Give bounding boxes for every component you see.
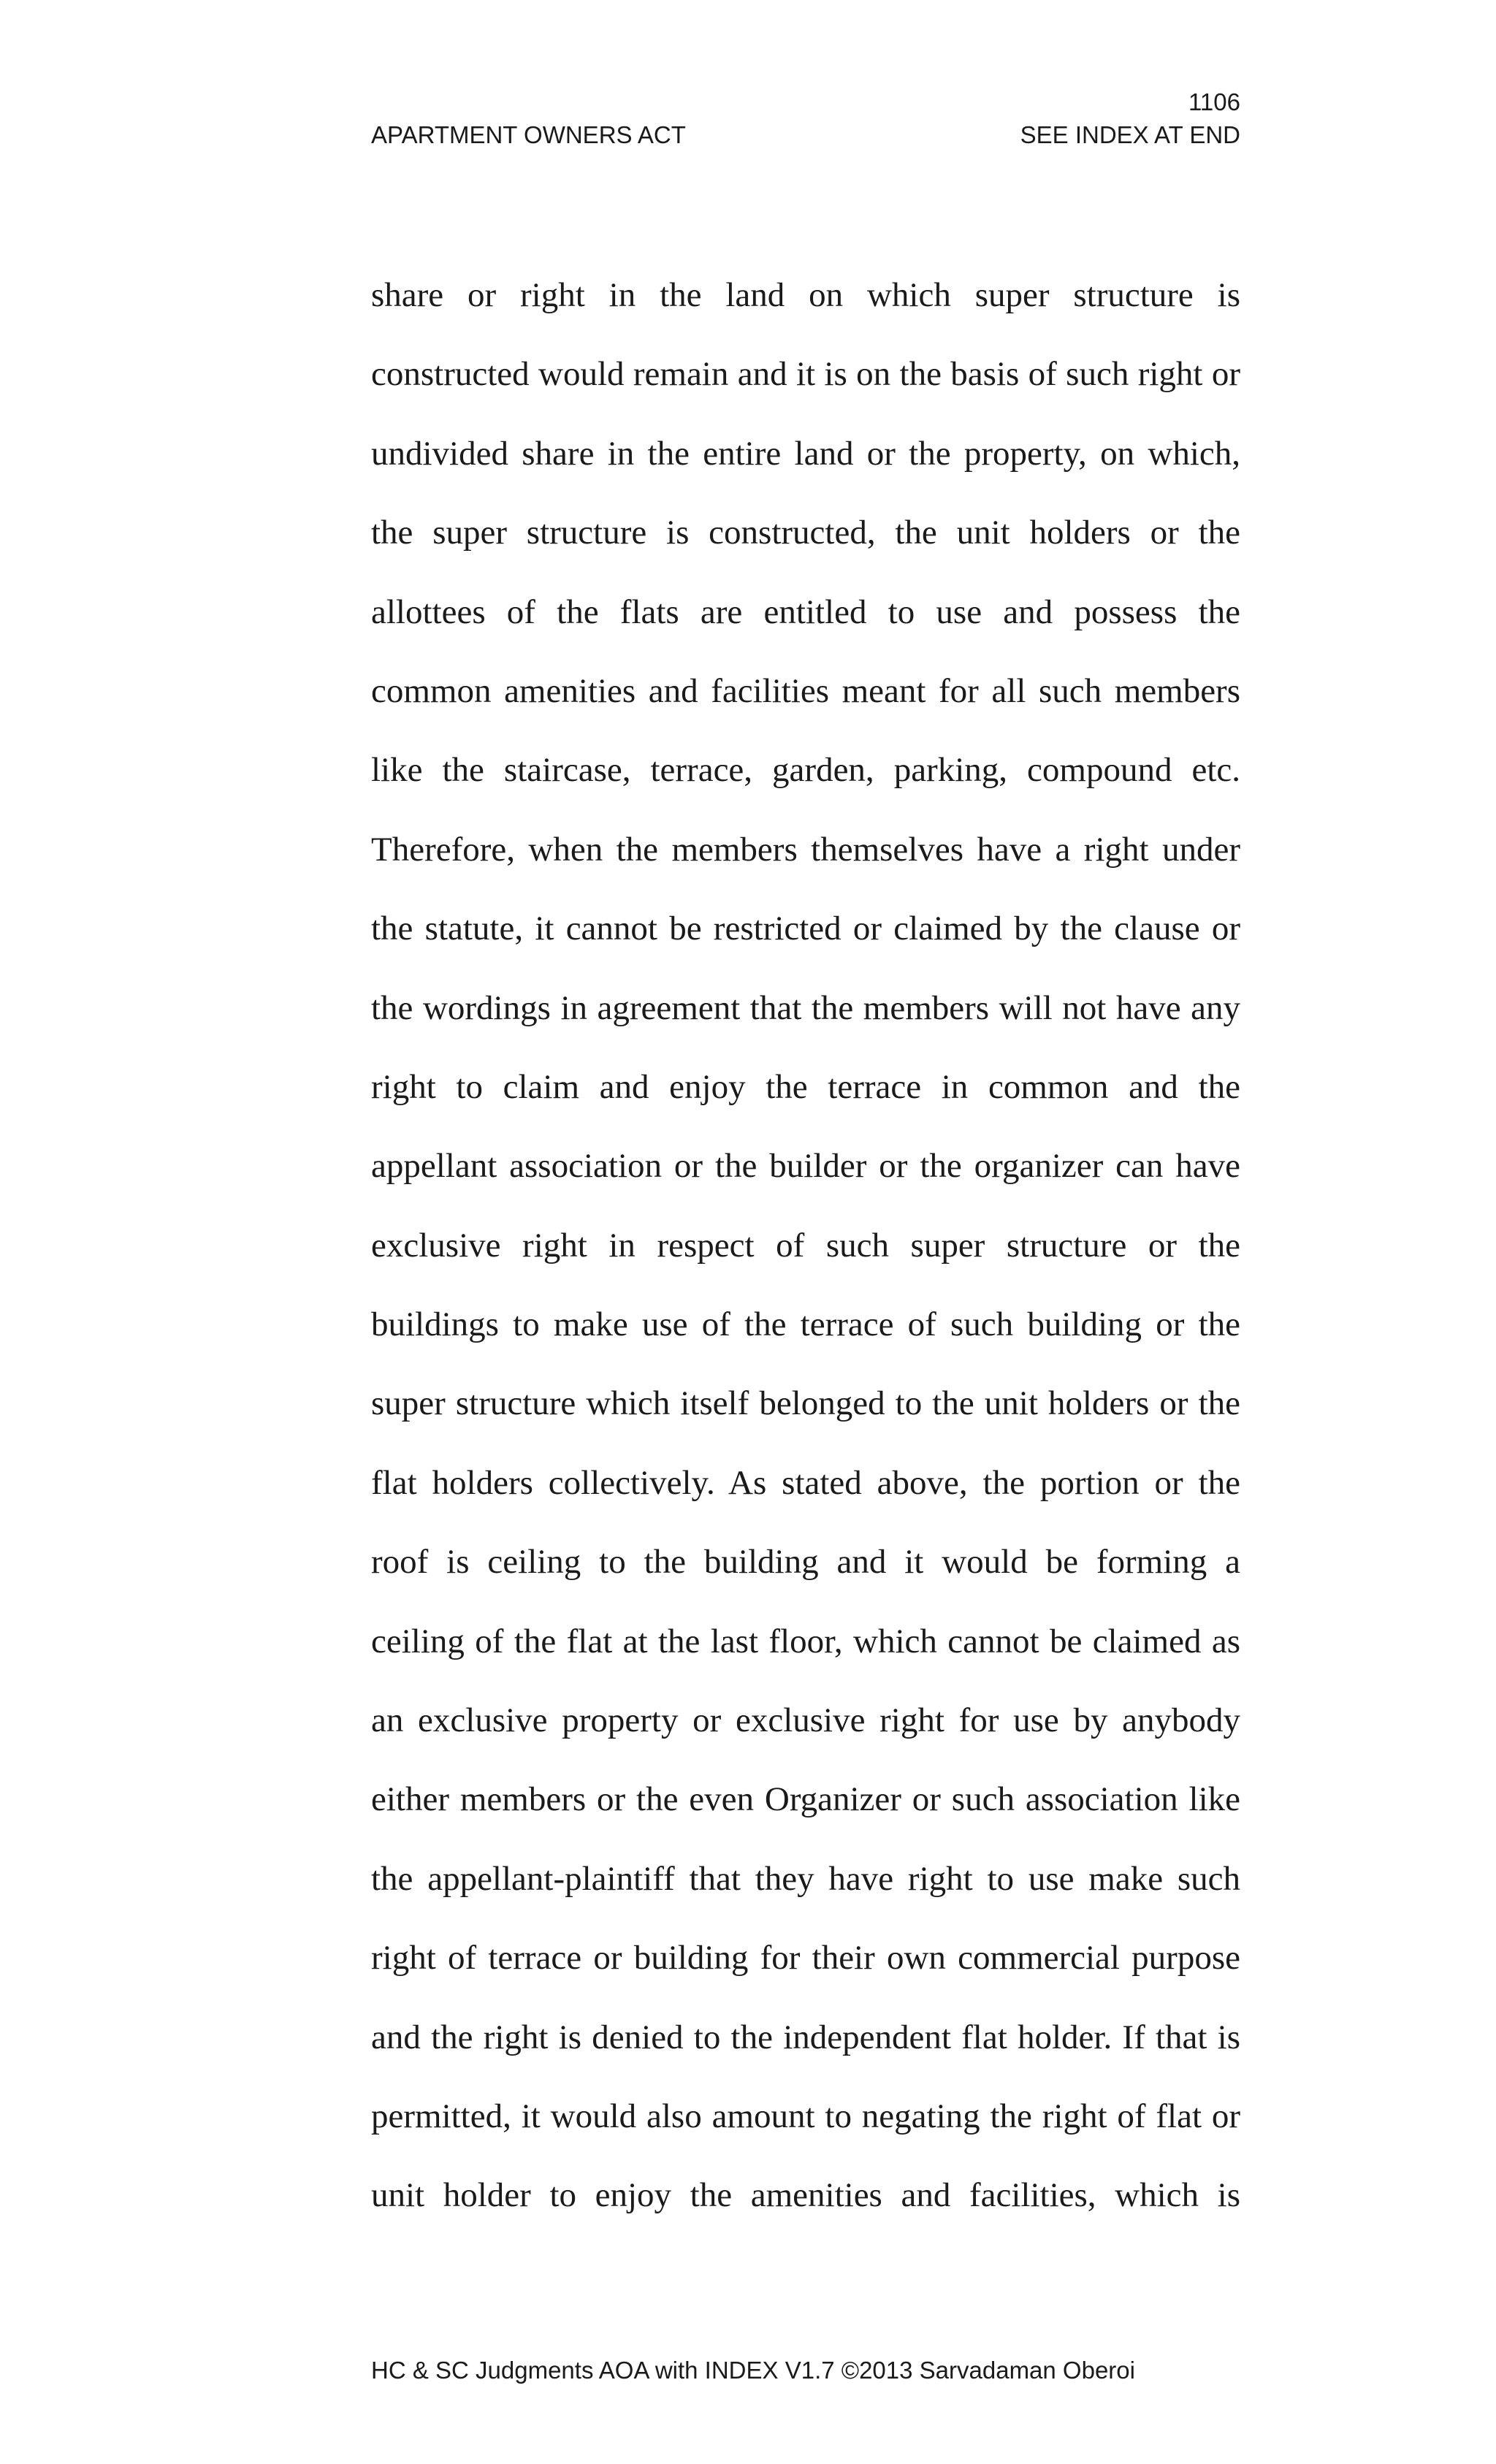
text-line: undivided share in the entire land or the property, on which,	[371, 434, 1240, 473]
text-line: constructed would remain and it is on the basis of such right or	[371, 355, 1240, 394]
text-line: and the right is denied to the independent flat holder. If that is	[371, 2018, 1240, 2056]
page-number: 1106	[1188, 88, 1240, 115]
text-line: buildings to make use of the terrace of such building or the	[371, 1305, 1240, 1344]
text-line: like the staircase, terrace, garden, parking, compound etc.	[371, 751, 1240, 790]
text-line: permitted, it would also amount to negating the right of flat or	[371, 2097, 1240, 2135]
text-line: the appellant-plaintiff that they have right to use make such	[371, 1859, 1240, 1898]
page-footer: HC & SC Judgments AOA with INDEX V1.7 ©2013 Sarvadaman Oberoi	[371, 2357, 1135, 2384]
text-line: either members or the even Organizer or such association like	[371, 1780, 1240, 1819]
text-line: the super structure is constructed, the unit holders or the	[371, 514, 1240, 552]
text-line: the statute, it cannot be restricted or claimed by the clause or	[371, 909, 1240, 948]
text-line: roof is ceiling to the building and it would be forming a	[371, 1543, 1240, 1582]
text-line: share or right in the land on which super structure is	[371, 276, 1240, 314]
text-line: Therefore, when the members themselves have a right under	[371, 830, 1240, 869]
text-line: appellant association or the builder or the organizer can have	[371, 1147, 1240, 1186]
text-line: flat holders collectively. As stated above, the portion or the	[371, 1463, 1240, 1502]
text-line: the wordings in agreement that the members will not have any	[371, 988, 1240, 1027]
text-line: right of terrace or building for their own commercial purpose	[371, 1939, 1240, 1977]
text-line: super structure which itself belonged to the unit holders or the	[371, 1384, 1240, 1423]
running-header	[371, 121, 1240, 150]
text-line: unit holder to enjoy the amenities and facilities, which is	[371, 2176, 1240, 2215]
text-line: exclusive right in respect of such super structure or the	[371, 1226, 1240, 1265]
judgment-paragraph	[371, 256, 1240, 2235]
text-line: an exclusive property or exclusive right for use by anybody	[371, 1701, 1240, 1740]
text-line: allottees of the flats are entitled to use and possess the	[371, 592, 1240, 631]
header-right-note: SEE INDEX AT END	[1020, 121, 1240, 148]
text-line: ceiling of the flat at the last floor, which cannot be claimed as	[371, 1622, 1240, 1660]
text-line: common amenities and facilities meant for all such members	[371, 671, 1240, 710]
header-left-title: APARTMENT OWNERS ACT	[371, 121, 686, 148]
text-line: right to claim and enjoy the terrace in common and the	[371, 1067, 1240, 1106]
